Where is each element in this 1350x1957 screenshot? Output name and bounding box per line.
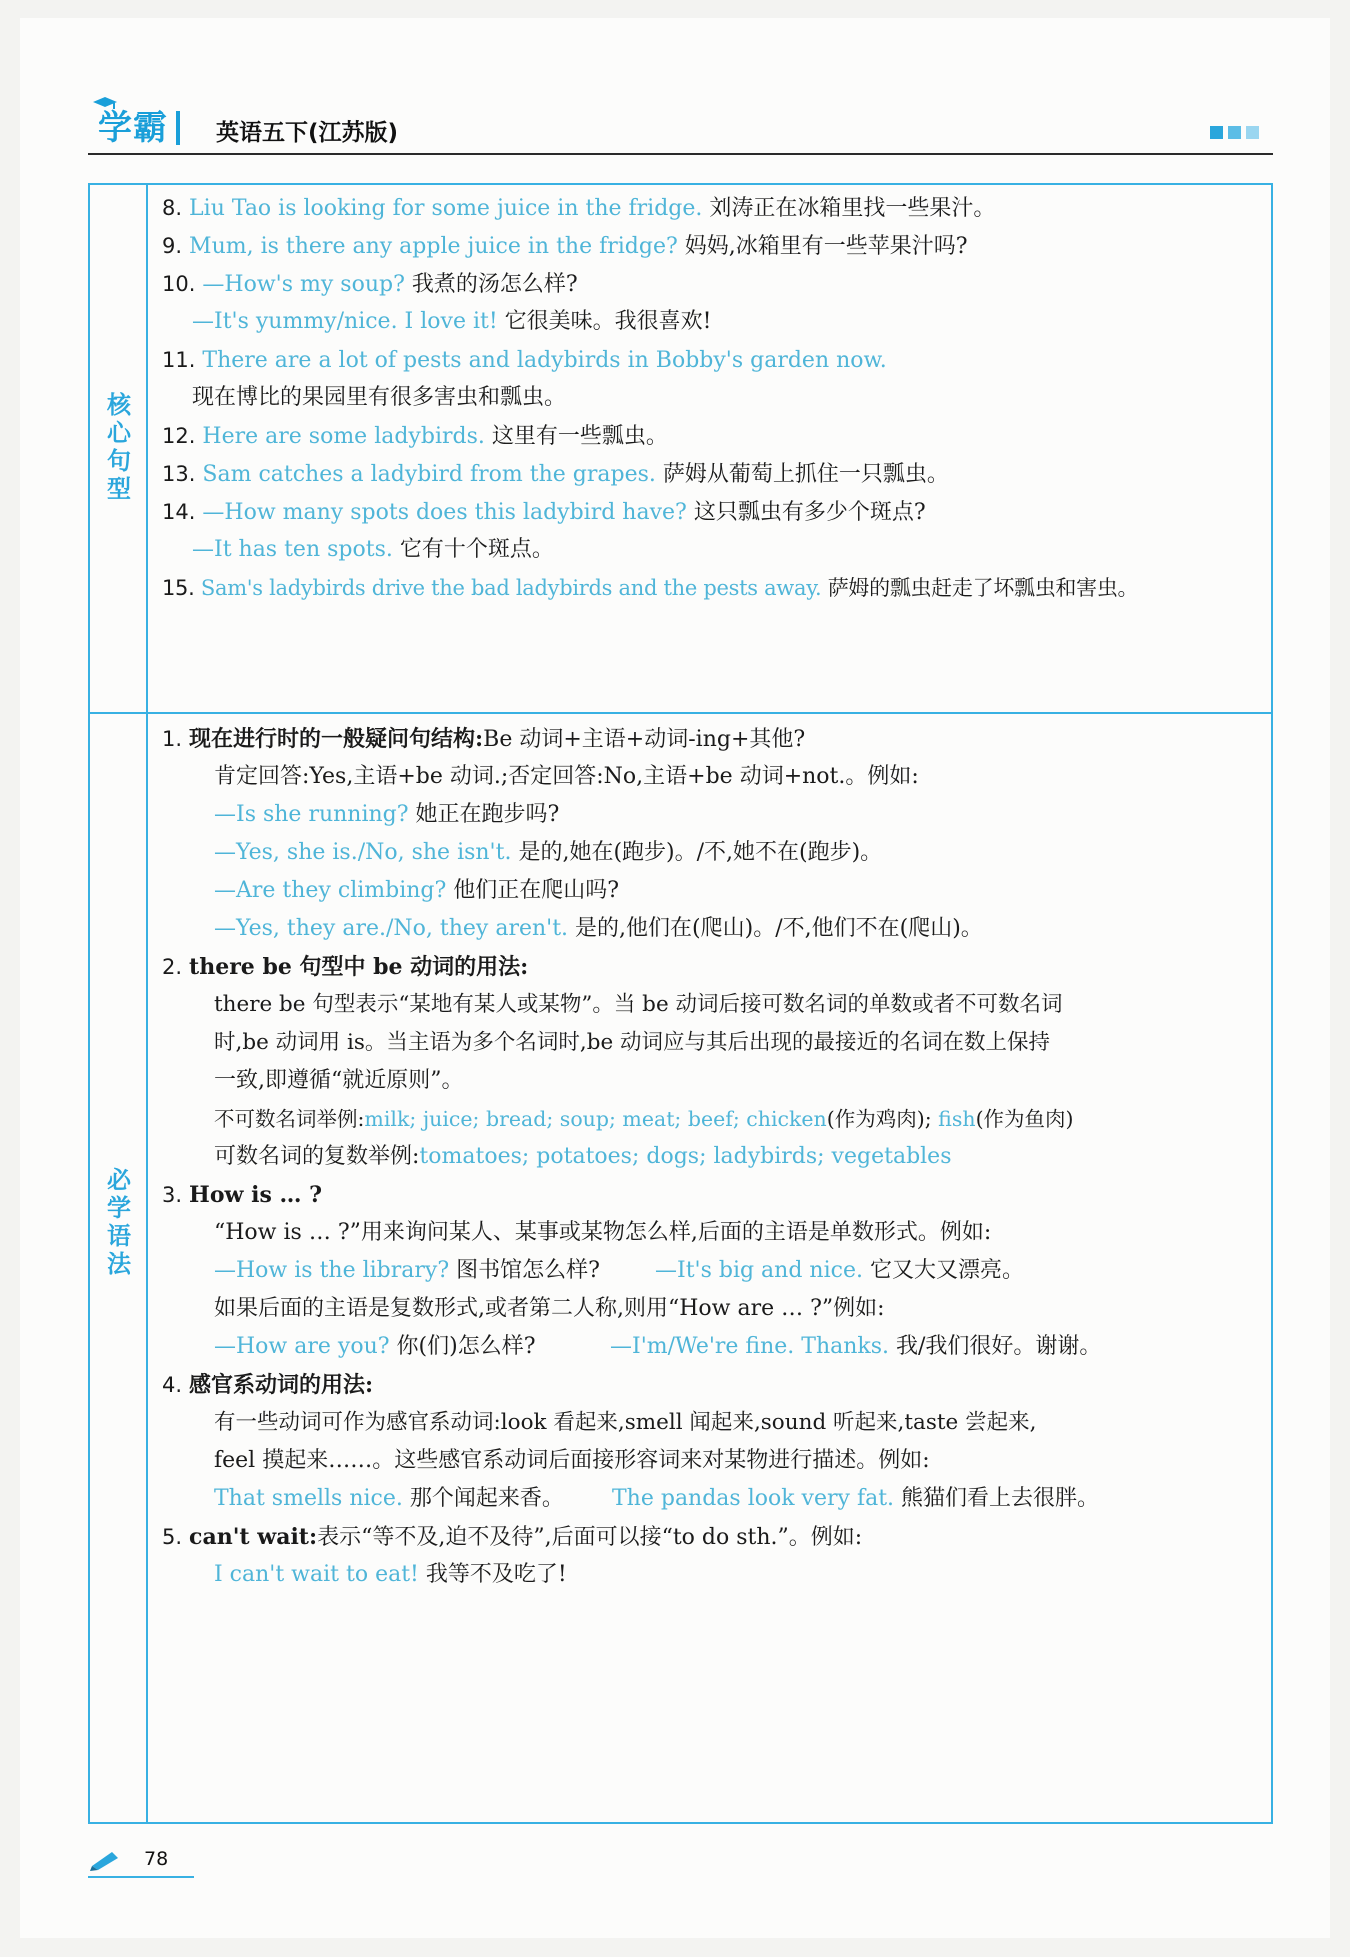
sentence-line: 11. There are a lot of pests and ladybirds in Bobby's garden now. — [162, 348, 887, 373]
logo-text: 学霸 — [98, 108, 168, 148]
grammar-text: “How is … ?”用来询问某人、某事或某物怎么样,后面的主语是单数形式。例如: — [214, 1220, 992, 1245]
example-line: The pandas look very fat. 熊猫们看上去很胖。 — [612, 1486, 1100, 1511]
logo-divider — [176, 111, 180, 145]
section-core-sentences — [90, 185, 1271, 714]
sentence-line: 14. —How many spots does this ladybird have? 这只瓢虫有多少个斑点? — [162, 500, 926, 525]
book-title: 英语五下(江苏版) — [216, 120, 399, 146]
example-line: —Yes, she is./No, she isn't. 是的,她在(跑步)。/不,她不在(跑步)。 — [214, 840, 883, 865]
example-line: —Are they climbing? 他们正在爬山吗? — [214, 878, 620, 903]
grammar-text: feel 摸起来……。这些感官系动词后面接形容词来对某物进行描述。例如: — [214, 1448, 930, 1473]
content-frame — [88, 183, 1273, 1824]
sentence-line: 8. Liu Tao is looking for some juice in the fridge. 刘涛正在冰箱里找一些果汁。 — [162, 196, 996, 221]
section-grammar — [90, 712, 1271, 1822]
section-label: 核 心 句 型 — [107, 391, 131, 503]
page-number: 78 — [144, 1848, 169, 1870]
grammar-text: 如果后面的主语是复数形式,或者第二人称,则用“How are … ?”例如: — [214, 1296, 885, 1321]
sentence-line: 12. Here are some ladybirds. 这里有一些瓢虫。 — [162, 424, 668, 449]
footer-rule — [88, 1876, 194, 1878]
grammar-text: 一致,即遵循“就近原则”。 — [214, 1068, 464, 1093]
example-line: That smells nice. 那个闻起来香。 — [214, 1486, 564, 1511]
countable-examples: 可数名词的复数举例:tomatoes; potatoes; dogs; ladybirds; vegetables — [214, 1144, 952, 1169]
sentence-line: 10. —How's my soup? 我煮的汤怎么样? — [162, 272, 578, 297]
grammar-text: 有一些动词可作为感官系动词:look 看起来,smell 闻起来,sound 听起来,taste 尝起来, — [214, 1410, 1037, 1435]
logo — [88, 100, 180, 149]
example-line: —How is the library? 图书馆怎么样? — [214, 1258, 600, 1283]
grammar-heading: 2. there be 句型中 be 动词的用法: — [162, 954, 529, 980]
section-side-column — [90, 712, 148, 1822]
grammar-heading: 1. 现在进行时的一般疑问句结构:Be 动词+主语+动词-ing+其他? — [162, 726, 806, 752]
sentence-line: 9. Mum, is there any apple juice in the fridge? 妈妈,冰箱里有一些苹果汁吗? — [162, 234, 968, 259]
example-line: —Yes, they are./No, they aren't. 是的,他们在(爬山)。/不,他们不在(爬山)。 — [214, 916, 983, 941]
grammar-text: 时,be 动词用 is。当主语为多个名词时,be 动词应与其后出现的最接近的名词在数上保持 — [214, 1030, 1051, 1055]
grammar-heading: 5. can't wait:表示“等不及,迫不及待”,后面可以接“to do sth.”。例如: — [162, 1524, 863, 1550]
header-squares-decoration — [1210, 126, 1259, 139]
grammar-heading: 3. How is … ? — [162, 1182, 323, 1208]
example-line: —It's big and nice. 它又大又漂亮。 — [655, 1258, 1024, 1283]
uncountable-examples: 不可数名词举例:milk; juice; bread; soup; meat; beef; chicken(作为鸡肉); fish(作为鱼肉) — [214, 1107, 1074, 1131]
example-line: —How are you? 你(们)怎么样? — [214, 1334, 536, 1359]
graduation-cap-icon — [92, 96, 118, 110]
example-line: —I'm/We're fine. Thanks. 我/我们很好。谢谢。 — [610, 1334, 1102, 1359]
grammar-text: there be 句型表示“某地有某人或某物”。当 be 动词后接可数名词的单数或者不可数名词 — [214, 992, 1063, 1017]
sentence-line: —It has ten spots. 它有十个斑点。 — [192, 537, 554, 562]
pencil-icon — [88, 1848, 124, 1872]
grammar-heading: 4. 感官系动词的用法: — [162, 1372, 374, 1398]
sentence-line: 现在博比的果园里有很多害虫和瓢虫。 — [192, 385, 567, 410]
header-rule — [88, 153, 1273, 155]
page-header — [88, 100, 1273, 156]
sentence-line: 15. Sam's ladybirds drive the bad ladybirds and the pests away. 萨姆的瓢虫赶走了坏瓢虫和害虫。 — [162, 576, 1139, 600]
sentence-line: 13. Sam catches a ladybird from the grapes. 萨姆从葡萄上抓住一只瓢虫。 — [162, 462, 949, 487]
example-line: —Is she running? 她正在跑步吗? — [214, 802, 560, 827]
section-side-column — [90, 185, 148, 712]
grammar-text: 肯定回答:Yes,主语+be 动词.;否定回答:No,主语+be 动词+not.。例如: — [214, 764, 919, 789]
section-label: 必 学 语 法 — [107, 1166, 131, 1278]
example-line: I can't wait to eat! 我等不及吃了! — [214, 1562, 567, 1587]
sentence-line: —It's yummy/nice. I love it! 它很美味。我很喜欢! — [192, 309, 712, 334]
